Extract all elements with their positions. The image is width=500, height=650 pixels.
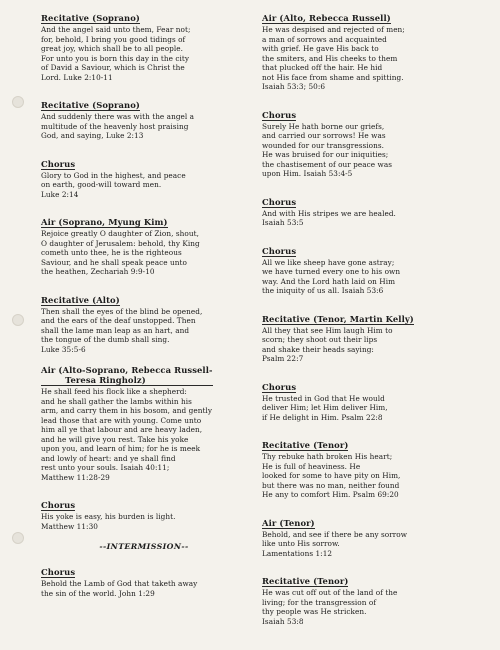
punch-hole bbox=[12, 314, 24, 326]
section-heading: Air (Soprano, Myung Kim) bbox=[41, 217, 168, 227]
section-text: Then shall the eyes of the blind be opened, and the ears of the deaf unstopped. Then shall the lame man leap as an hart, and the tongue of the dumb shall sing. Luke 35:5-6 bbox=[41, 306, 203, 354]
section-text: He was cut off out of the land of the living; for the transgression of thy people was He stricken. Isaiah 53:8 bbox=[262, 588, 398, 626]
section-heading: Air (Alto-Soprano, Rebecca Russell- Teresa Ringholz) bbox=[41, 365, 213, 385]
section-text: And with His stripes we are healed. Isaiah 53:5 bbox=[262, 208, 396, 227]
program-section bbox=[41, 365, 247, 482]
section-text: Behold, and see if there be any sorrow like unto His sorrow. Lamentations 1:12 bbox=[262, 529, 408, 558]
program-section bbox=[262, 307, 470, 364]
section-text: All they that see Him laugh Him to scorn; they shoot out their lips and shake their heads saying: Psalm 22:7 bbox=[262, 325, 393, 363]
section-text: Behold the Lamb of God that taketh away the sin of the world. John 1:29 bbox=[41, 579, 198, 598]
section-heading: Recitative (Alto) bbox=[41, 294, 120, 305]
section-text: His yoke is easy, his burden is light. Matthew 11:30 bbox=[41, 512, 176, 531]
program-section bbox=[262, 190, 470, 228]
program-section bbox=[262, 375, 470, 423]
section-text: He was despised and rejected of men; a man of sorrows and acquainted with grief. He gave His back to the smiters, and His cheeks to them that plucked off the hair. He hid not His face from shame and spitting. Isaiah 53:3; 50:6 bbox=[262, 25, 405, 91]
intermission-label: --INTERMISSION-- bbox=[99, 542, 189, 551]
section-text: Glory to God in the highest, and peace on earth, good-will toward men. Luke 2:14 bbox=[41, 170, 186, 199]
punch-hole bbox=[12, 96, 24, 108]
program-section bbox=[41, 6, 247, 82]
section-heading: Chorus bbox=[262, 245, 297, 256]
section-heading: Air (Alto, Rebecca Russell) bbox=[262, 13, 391, 23]
punch-hole bbox=[12, 532, 24, 544]
section-heading: Recitative (Tenor) bbox=[262, 576, 349, 586]
section-heading: Recitative (Tenor, Martin Kelly) bbox=[262, 313, 414, 324]
section-heading: Recitative (Tenor) bbox=[262, 440, 349, 450]
program-section bbox=[41, 560, 247, 598]
section-text: He trusted in God that He would deliver Him; let Him deliver Him, if He delight in Him. Psalm 22:8 bbox=[262, 393, 388, 422]
section-text: Rejoice greatly O daughter of Zion, shout, O daughter of Jerusalem: behold, thy King cometh unto thee, he is the righteous Saviour, and he shall speak peace unto the heathen, Zechariah 9:9-10 bbox=[41, 229, 200, 276]
section-heading: Chorus bbox=[262, 381, 297, 392]
section-text: Thy rebuke hath broken His heart; He is full of heaviness. He looked for some to have pity on Him, but there was no man, neither found He any to comfort Him. Psalm 69:20 bbox=[262, 452, 401, 499]
section-heading: Chorus bbox=[262, 196, 297, 207]
program-section bbox=[262, 6, 470, 92]
section-text: All we like sheep have gone astray; we have turned every one to his own way. And the Lord hath laid on Him the iniquity of us all. Isaiah 53:6 bbox=[262, 257, 401, 295]
section-heading: Chorus bbox=[262, 109, 297, 120]
program-section bbox=[262, 103, 470, 179]
program-section bbox=[41, 288, 247, 355]
section-heading: Air (Tenor) bbox=[262, 517, 315, 528]
section-text: And the angel said unto them, Fear not; for, behold, I bring you good tidings of great joy, which shall be to all people. For unto you is born this day in the city of David a Saviour, which is Christ the Lord. Luke 2:10-11 bbox=[41, 25, 191, 82]
program-section bbox=[262, 569, 470, 626]
program-section bbox=[262, 239, 470, 296]
program-section bbox=[41, 93, 247, 141]
section-heading: Chorus bbox=[41, 158, 76, 169]
section-heading: Recitative (Soprano) bbox=[41, 100, 140, 110]
section-text: And suddenly there was with the angel a multitude of the heavenly host praising God, and saying, Luke 2:13 bbox=[41, 112, 195, 140]
left-column bbox=[41, 6, 247, 609]
right-column bbox=[262, 6, 470, 637]
program-section bbox=[41, 152, 247, 200]
section-heading: Chorus bbox=[41, 567, 76, 577]
section-text: He shall feed his flock like a shepherd: and he shall gather the lambs within his arm, and carry them in his bosom, and gently lead those that are with young. Come unto him all ye that labour and are heavy laden, and he will give you rest. Take his yoke upon you, and learn of him; for he is meek and lowly of heart: and ye shall find rest unto your souls. Isaiah 40:11; Matthew 11:28-29 bbox=[41, 387, 213, 482]
section-heading: Chorus bbox=[41, 500, 76, 510]
program-section bbox=[262, 433, 470, 500]
section-heading: Recitative (Soprano) bbox=[41, 13, 140, 23]
section-text: Surely He hath borne our griefs, and carried our sorrows! He was wounded for our transgressions. He was bruised for our iniquities; the chastisement of our peace was upon Him. Isaiah 53:4-5 bbox=[262, 121, 393, 178]
program-section bbox=[262, 511, 470, 559]
program-section bbox=[41, 210, 247, 277]
program-section bbox=[41, 493, 247, 531]
